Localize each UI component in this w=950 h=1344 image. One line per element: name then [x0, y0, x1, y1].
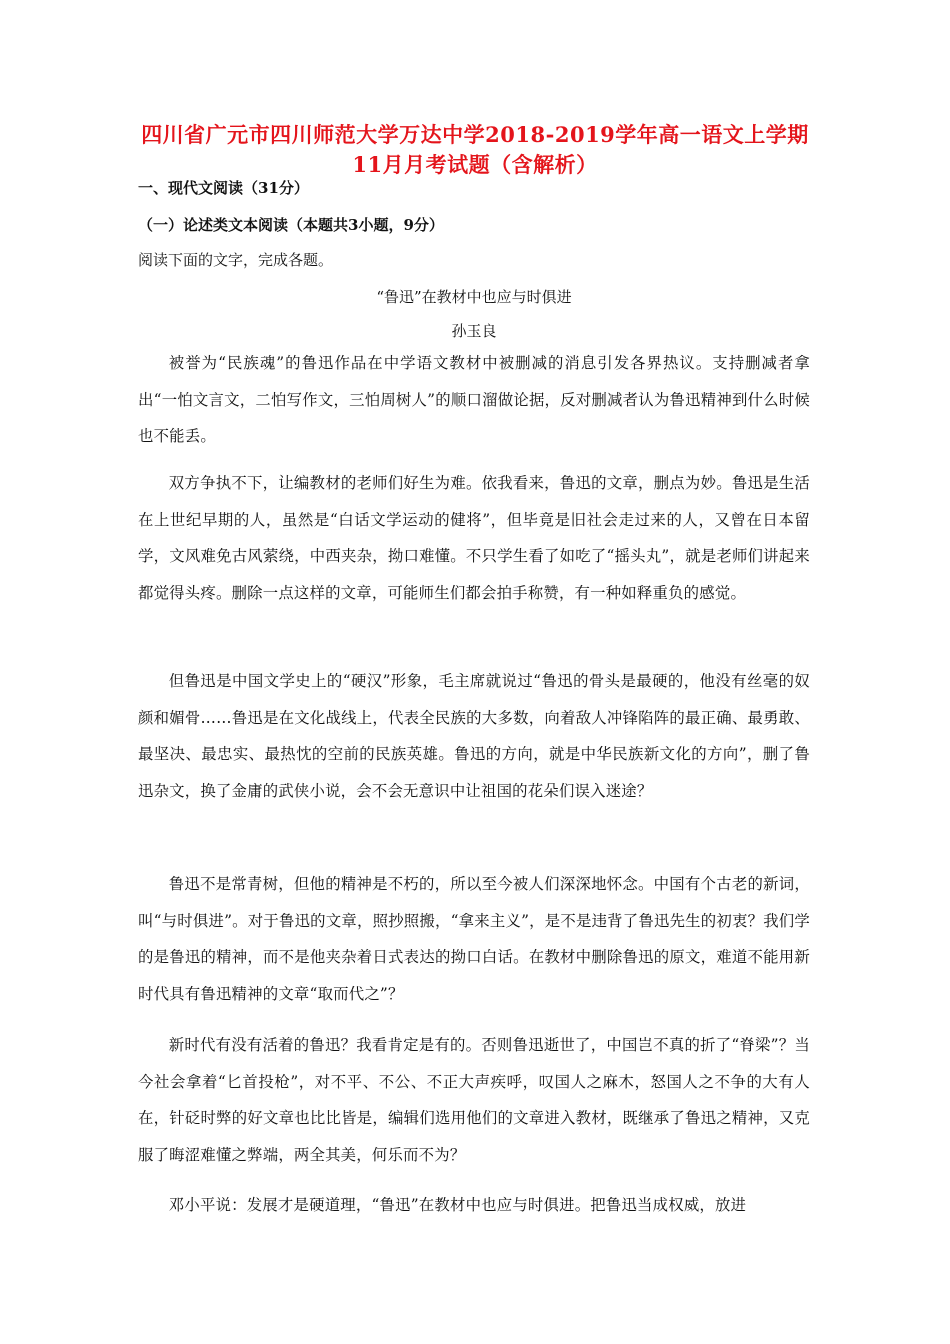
paragraph-1: 被誉为“民族魂”的鲁迅作品在中学语文教材中被删减的消息引发各界热议。支持删减者拿出“一怕文言文，二怕写作文，三怕周树人”的顺口溜做论据，反对删减者认为鲁迅精神到什么时候也不能丢。 [138, 354, 810, 446]
subsection-heading: （一）论述类文本阅读（本题共3小题，9分） [138, 216, 444, 234]
paragraph-6: 邓小平说：发展才是硬道理，“鲁迅”在教材中也应与时俱进。把鲁迅当成权威，放进 [168, 1196, 747, 1214]
paragraph-3: 但鲁迅是中国文学史上的“硬汉”形象，毛主席就说过“鲁迅的骨头是最硬的，他没有丝毫的奴颜和媚骨……鲁迅是在文化战线上，代表全民族的大多数，向着敌人冲锋陷阵的最正确、最勇敢、最坚决、最忠实、最热忱的空前的民族英雄。鲁迅的方向，就是中华民族新文化的方向”，删了鲁迅杂文，换了金庸的武侠小说，会不会无意识中让祖国的花朵们误入迷途？ [138, 672, 810, 800]
document-title [120, 120, 830, 180]
document-title-line1: 四川省广元市四川师范大学万达中学2018-2019学年高一语文上学期 [141, 122, 809, 147]
paragraph-5: 新时代有没有活着的鲁迅？我看肯定是有的。否则鲁迅逝世了，中国岂不真的折了“脊梁”？当今社会拿着“匕首投枪”，对不平、不公、不正大声疾呼，叹国人之麻木，怒国人之不争的大有人在，针砭时弊的好文章也比比皆是，编辑们选用他们的文章进入教材，既继承了鲁迅之精神，又克服了晦涩难懂之弊端，两全其美，何乐而不为？ [138, 1036, 810, 1164]
paragraph-2: 双方争执不下，让编教材的老师们好生为难。依我看来，鲁迅的文章，删点为妙。鲁迅是生活在上世纪早期的人，虽然是“白话文学运动的健将”，但毕竟是旧社会走过来的人，又曾在日本留学，文风难免古风萦绕，中西夹杂，拗口难懂。不只学生看了如吃了“摇头丸”，就是老师们讲起来都觉得头疼。删除一点这样的文章，可能师生们都会拍手称赞，有一种如释重负的感觉。 [138, 474, 810, 602]
article-title: “鲁迅”在教材中也应与时俱进 [376, 288, 572, 306]
section-heading: 一、现代文阅读（31分） [138, 179, 309, 197]
paragraph-4: 鲁迅不是常青树，但他的精神是不朽的，所以至今被人们深深地怀念。中国有个古老的新词，叫“与时俱进”。对于鲁迅的文章，照抄照搬，“拿来主义”，是不是违背了鲁迅先生的初衷？我们学的是鲁迅的精神，而不是他夹杂着日式表达的拗口白话。在教材中删除鲁迅的原文，难道不能用新时代具有鲁迅精神的文章“取而代之”？ [138, 875, 810, 1003]
instruction-text: 阅读下面的文字，完成各题。 [138, 251, 334, 269]
document-title-line2: 11月月考试题（含解析） [352, 152, 598, 177]
article-author: 孙玉良 [451, 322, 497, 340]
